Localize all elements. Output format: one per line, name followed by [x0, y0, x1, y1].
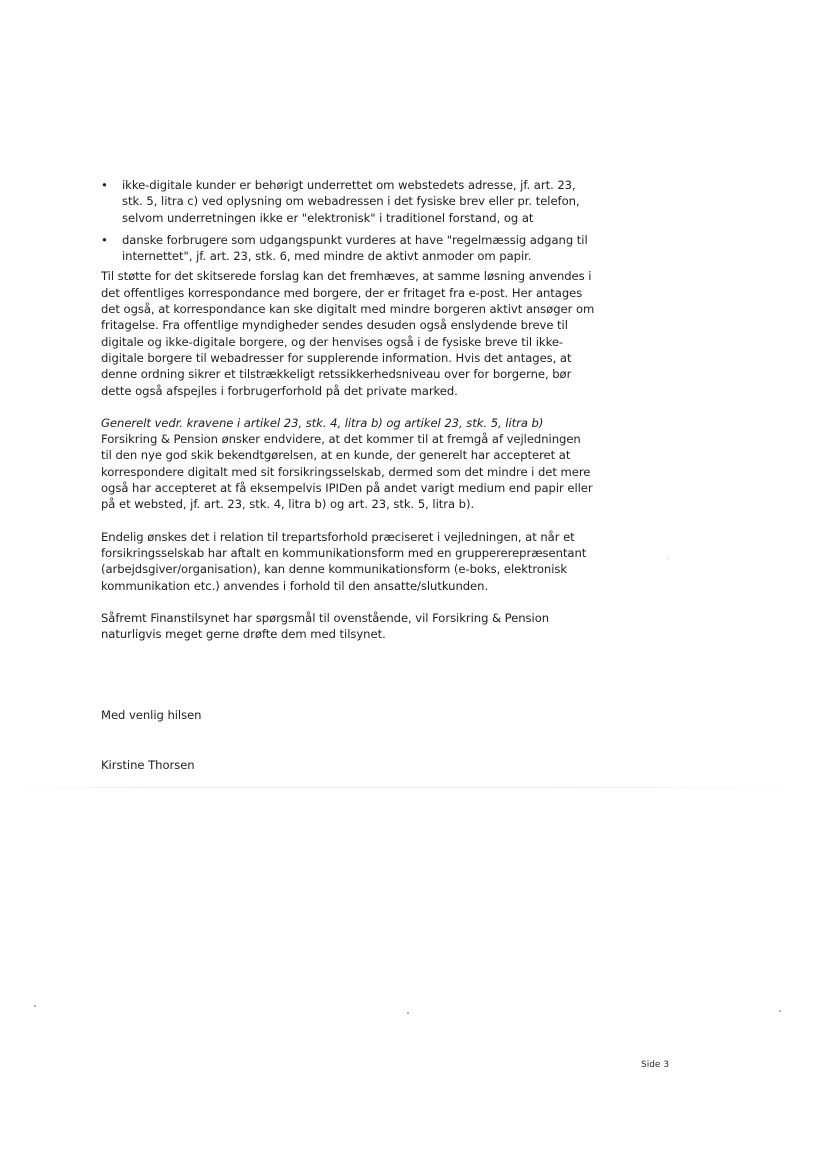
closing-greeting: Med venlig hilsen — [101, 708, 202, 722]
scan-speck — [407, 1012, 409, 1014]
section-heading: Generelt vedr. kravene i artikel 23, stk. 4, litra b) og artikel 23, stk. 5, litra b) — [101, 415, 544, 430]
bullet-list — [101, 177, 595, 264]
bullet-icon: • — [101, 178, 108, 192]
page-number: Side 3 — [641, 1060, 670, 1070]
bullet-icon: • — [101, 232, 108, 247]
paragraph-guidance: Forsikring & Pension ønsker endvidere, at det kommer til at fremgå af vejledningen til den nye god skik bekendtgørelsen, at en kunde, der generelt har accepteret at korrespondere digitalt med sit forsikringsselskab, dermed som det mindre i det mere også har accepteret at få eksempelvis IPIDen på andet varigt medium end papir eller på et websted, jf. art. 23, stk. 4, litra b) og art. 23, stk. 5, litra b). — [101, 432, 593, 512]
letter-body — [101, 177, 595, 772]
scan-speck — [34, 1005, 36, 1007]
list-item — [101, 232, 595, 265]
scan-artifact-line — [12, 787, 812, 788]
paragraph-questions: Såfremt Finanstilsynet har spørgsmål til ovenstående, vil Forsikring & Pension naturligvis meget gerne drøfte dem med tilsynet. — [101, 610, 550, 642]
paragraph-support: Til støtte for det skitserede forslag kan det fremhæves, at samme løsning anvendes i det offentliges korrespondance med borgere, der er fritaget fra e-post. Her antages det også, at korrespondance kan ske digitalt med mindre borgeren aktivt ansøger om fritagelse. Fra offentlige myndigheder sendes desuden også enslydende breve til digitale og ikke-digitale borgere, og der henvises også i de fysiske breve til ikke-digitale borgere til webadresser for supplerende information. Hvis det antages, at denne ordning sikrer et tilstrækkeligt retssikkerhedsniveau over for borgerne, bør dette også afspejles i forbrugerforhold på det private marked. — [101, 269, 595, 398]
bullet-text: ikke-digitale kunder er behørigt underrettet om webstedets adresse, jf. art. 23, stk. 5, litra c) ved oplysning om webadressen i det fysiske brev eller pr. telefon, selvom underretningen ikke er "elektronisk" i traditionel forstand, og at — [122, 178, 580, 225]
list-item — [101, 177, 595, 226]
section-general — [101, 415, 595, 513]
signature-name: Kirstine Thorsen — [101, 758, 195, 772]
paragraph-tripartite: Endelig ønskes det i relation til trepartsforhold præciseret i vejledningen, at når et forsikringsselskab har aftalt en kommunikationsform med en gruppererepræsentant (arbejdsgiver/organisation), kan denne kommunikationsform (e-boks, elektronisk kommunikation etc.) anvendes i forhold til den ansatte/slutkunden. — [101, 529, 587, 593]
scan-speck — [668, 558, 669, 559]
bullet-text: danske forbrugere som udgangspunkt vurderes at have "regelmæssig adgang til internettet", jf. art. 23, stk. 6, med mindre de aktivt anmoder om papir. — [122, 232, 588, 264]
scan-speck — [779, 1010, 781, 1012]
